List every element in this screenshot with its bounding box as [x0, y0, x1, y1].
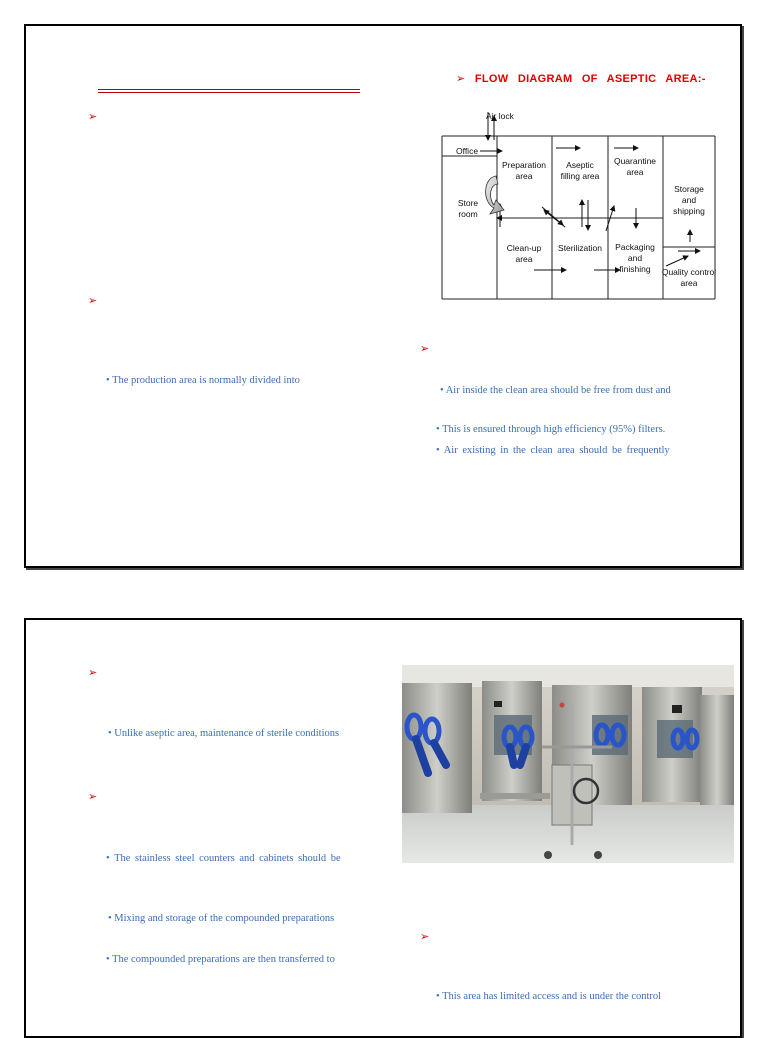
arrowhead-bullet-icon: ➢	[88, 790, 98, 803]
slide-1	[24, 24, 742, 568]
label-store-room-2: room	[458, 209, 478, 219]
label-aseptic-2: filling area	[560, 171, 600, 181]
label-packaging-1: Packaging	[615, 242, 655, 252]
transferred-bullet: • The compounded preparations are then transferred to	[106, 954, 335, 965]
label-packaging-3: finishing	[619, 264, 651, 274]
label-quarantine-1: Quarantine	[613, 156, 657, 166]
arrowhead-bullet-icon: ➢	[420, 930, 430, 943]
flow-heading-text: FLOW DIAGRAM OF ASEPTIC AREA:-	[474, 73, 706, 85]
label-preparation-2: area	[515, 171, 533, 181]
label-qc-2: area	[680, 278, 698, 288]
store-room-curved-arrow	[486, 176, 504, 214]
ensured-bullet: • This is ensured through high efficiency (95%) filters.	[436, 424, 666, 435]
slide-2	[24, 618, 742, 1038]
label-storage-1: Storage	[674, 184, 704, 194]
label-quarantine-2: area	[626, 167, 644, 177]
arrowhead-bullet-icon: ➢	[88, 294, 98, 307]
label-cleanup-2: area	[515, 254, 533, 264]
label-air-lock: Air lock	[486, 111, 514, 121]
label-store-room-1: Store	[457, 198, 479, 208]
title-underline	[98, 89, 360, 90]
label-qc-1: Quality control	[661, 267, 717, 277]
flow-heading	[456, 72, 706, 85]
label-storage-2: and	[681, 195, 697, 205]
label-packaging-2: and	[627, 253, 643, 263]
air-existing-bullet: • Air existing in the clean area should be frequently	[436, 445, 670, 456]
mixing-bullet: • Mixing and storage of the compounded preparations	[108, 913, 335, 924]
production-bullet: • The production area is normally divided into	[106, 375, 300, 386]
title-underline-2	[98, 92, 360, 93]
air-free-bullet: • Air inside the clean area should be free from dust and	[440, 385, 671, 396]
label-storage-3: shipping	[673, 206, 705, 216]
label-office: Office	[456, 146, 479, 156]
arrowhead-bullet-icon: ➢	[420, 342, 430, 355]
unlike-bullet: • Unlike aseptic area, maintenance of sterile conditions	[108, 728, 340, 739]
arrowhead-bullet-icon: ➢	[88, 110, 98, 123]
label-sterilization: Sterilization	[558, 243, 602, 253]
arrowhead-bullet-icon: ➢	[456, 72, 466, 85]
stainless-bullet: • The stainless steel counters and cabinets should be	[106, 853, 341, 864]
label-aseptic-1: Aseptic	[566, 160, 594, 170]
cleanroom-isolator-photo	[402, 665, 734, 863]
arrowhead-bullet-icon: ➢	[88, 666, 98, 679]
label-preparation-1: Preparation	[502, 160, 546, 170]
aseptic-flow-diagram	[438, 106, 720, 306]
label-cleanup-1: Clean-up	[506, 243, 542, 253]
limited-access-bullet: • This area has limited access and is under the control	[436, 991, 662, 1002]
